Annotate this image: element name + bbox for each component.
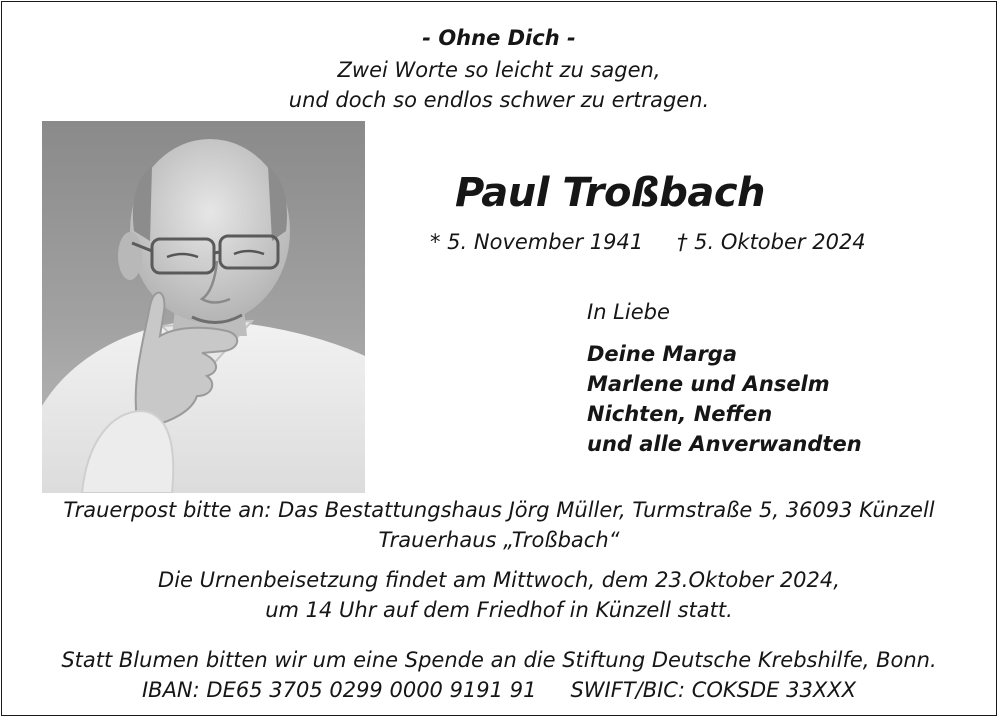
- poem-line-1: Zwei Worte so leicht zu sagen,: [337, 58, 661, 82]
- swift-text: SWIFT/BIC: COKSDE 33XXX: [570, 678, 857, 702]
- obituary-notice: [1, 1, 997, 716]
- iban-text: IBAN: DE65 3705 0299 0000 9191 91: [141, 678, 537, 702]
- portrait-photo: [42, 121, 365, 493]
- mourner-name: Deine Marga: [587, 342, 738, 366]
- bank-details: [2, 678, 996, 702]
- poem-line-2: und doch so endlos schwer zu ertragen.: [288, 88, 710, 112]
- death-date: † 5. Oktober 2024: [677, 230, 866, 254]
- ceremony-line-1: Die Urnenbeisetzung findet am Mittwoch, dem 23.Oktober 2024,: [158, 568, 840, 592]
- birth-date: * 5. November 1941: [430, 230, 644, 254]
- deceased-name: Paul Troßbach: [454, 170, 766, 216]
- mourner-name: Nichten, Neffen: [587, 402, 773, 426]
- poem-title: - Ohne Dich -: [422, 26, 576, 50]
- mail-house-line: Trauerhaus „Troßbach“: [378, 528, 620, 552]
- portrait-illustration: [42, 121, 365, 493]
- mail-address-line: Trauerpost bitte an: Das Bestattungshaus Jörg Müller, Turmstraße 5, 36093 Künzell: [63, 498, 935, 522]
- mourner-name: und alle Anverwandten: [587, 432, 862, 456]
- mourner-name: Marlene und Anselm: [587, 372, 830, 396]
- mourners-intro: In Liebe: [587, 300, 670, 324]
- donation-request: Statt Blumen bitten wir um eine Spende an die Stiftung Deutsche Krebshilfe, Bonn.: [61, 648, 937, 672]
- ceremony-line-2: um 14 Uhr auf dem Friedhof in Künzell statt.: [265, 598, 733, 622]
